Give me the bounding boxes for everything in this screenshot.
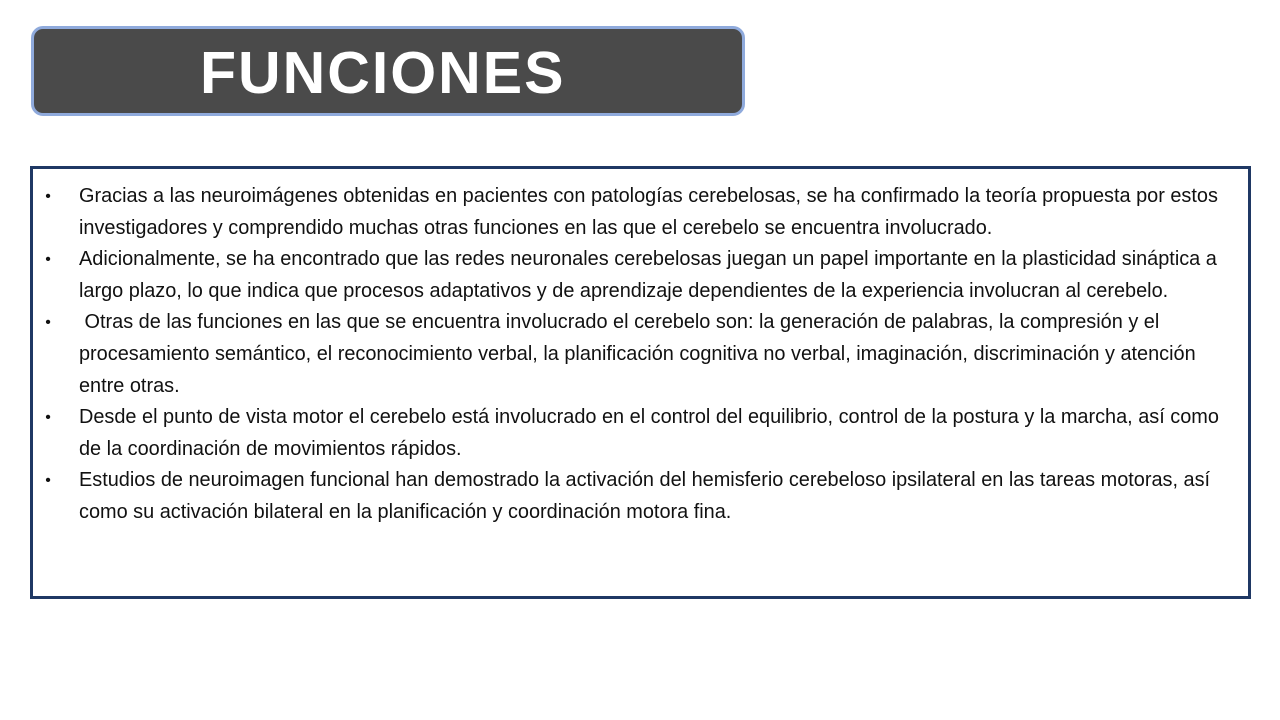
bullet-item (45, 307, 1228, 402)
bullet-icon: • (45, 472, 51, 490)
bullet-text: Adicionalmente, se ha encontrado que las redes neuronales cerebelosas juegan un papel importante en la plasticidad sináptica a largo plazo, lo que indica que procesos adaptativos y de aprendizaje dependientes de la experiencia involucran al cerebelo. (79, 248, 1217, 302)
bullet-item (45, 244, 1228, 307)
bullet-text: Gracias a las neuroimágenes obtenidas en pacientes con patologías cerebelosas, se ha confirmado la teoría propuesta por estos investigadores y comprendido muchas otras funciones en las que el cerebelo se encuentra involucrado. (79, 185, 1218, 239)
bullet-item (45, 465, 1228, 528)
bullet-item (45, 402, 1228, 465)
title-banner (31, 26, 745, 116)
bullet-list (33, 169, 1248, 529)
bullet-text: Otras de las funciones en las que se encuentra involucrado el cerebelo son: la generación de palabras, la compresión y el procesamiento semántico, el reconocimiento verbal, la planificación cognitiva no verbal, imaginación, discriminación y atención entre otras. (79, 311, 1202, 397)
bullet-icon: • (45, 188, 51, 205)
bullet-text: Desde el punto de vista motor el cerebelo está involucrado en el control del equilibrio, control de la postura y la marcha, así como de la coordinación de movimientos rápidos. (79, 406, 1219, 460)
bullet-icon: • (45, 251, 51, 269)
bullet-icon: • (45, 314, 51, 332)
bullet-text: Estudios de neuroimagen funcional han demostrado la activación del hemisferio cerebeloso ipsilateral en las tareas motoras, así como su activación bilateral en la planificación y coordinación motora fina. (79, 469, 1211, 523)
content-panel (30, 166, 1251, 599)
bullet-icon: • (45, 409, 51, 427)
bullet-item (45, 181, 1228, 244)
slide-title: FUNCIONES (200, 40, 566, 106)
